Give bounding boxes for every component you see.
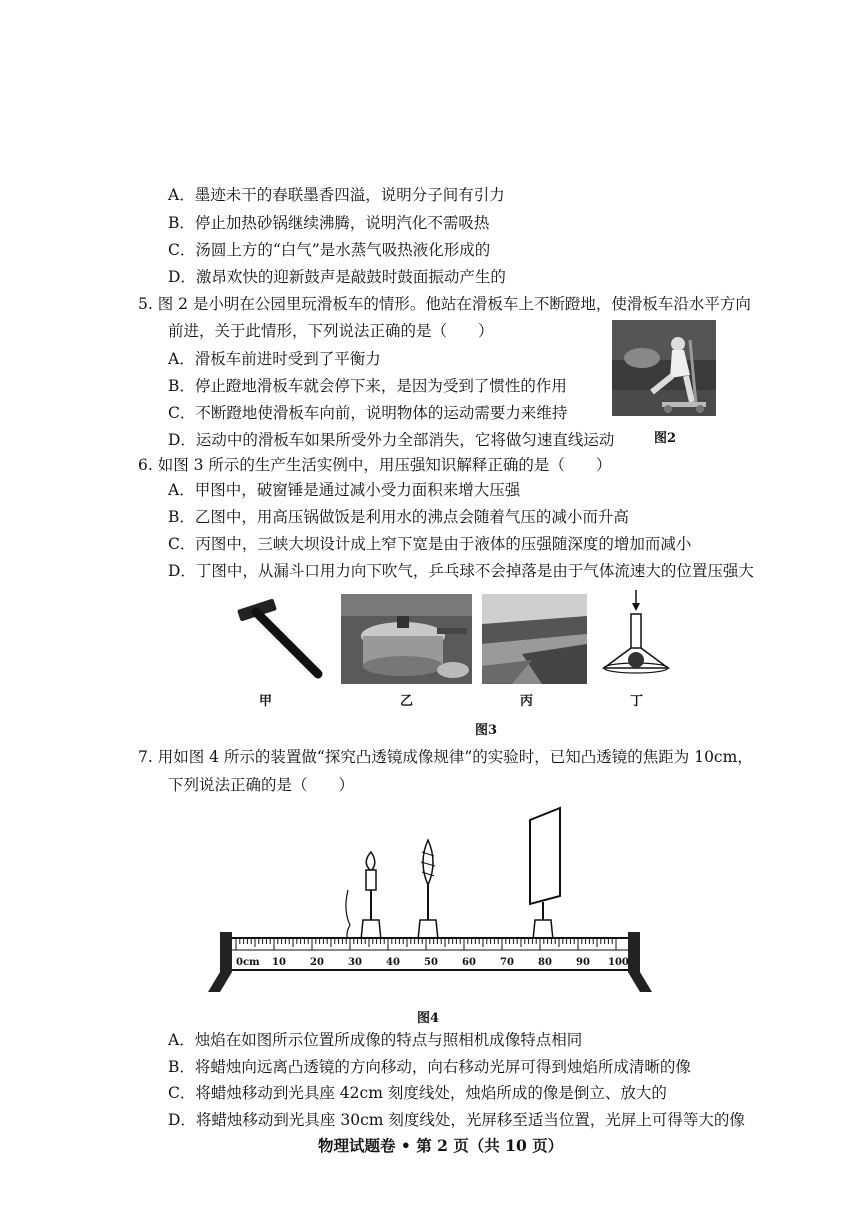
q4-option-c: C．汤圆上方的“白气”是水蒸气吸热液化形成的 [168,241,491,259]
figure-3-label-ding: 丁 [630,694,644,709]
scooter-photo [612,320,716,416]
ruler-label-80: 80 [538,957,552,968]
ruler-label-100: 100 [608,957,629,968]
figure-2-caption: 图2 [654,431,677,446]
q5-option-a: A．滑板车前进时受到了平衡力 [168,350,381,368]
q4-option-a: A．墨迹未干的春联墨香四溢，说明分子间有引力 [168,186,505,204]
pressure-cooker-photo [341,594,472,684]
q6-option-d: D．丁图中，从漏斗口用力向下吹气，乒乓球不会掉落是由于气体流速大的位置压强大 [168,562,754,580]
ruler-label-10: 10 [272,957,286,968]
ruler-label-70: 70 [500,957,514,968]
ruler-label-60: 60 [462,957,476,968]
safety-hammer-figure [232,596,332,686]
q5-option-b: B．停止蹬地滑板车就会停下来，是因为受到了惯性的作用 [168,377,567,395]
q6-option-b: B．乙图中，用高压锅做饭是利用水的沸点会随着气压的减小而升高 [168,508,629,526]
q6-option-a: A．甲图中，破窗锤是通过减小受力面积来增大压强 [168,481,521,499]
ruler-label-0: 0cm [236,957,260,968]
q6-option-c: C．丙图中，三峡大坝设计成上窄下宽是由于液体的压强随深度的增加而减小 [168,535,692,553]
ruler-label-40: 40 [386,957,400,968]
ruler-label-30: 30 [348,957,362,968]
q4-option-d: D．激昂欢快的迎新鼓声是敲鼓时鼓面振动产生的 [168,268,506,286]
q7-stem-line2: 下列说法正确的是（ ） [168,776,355,794]
ruler-label-50: 50 [424,957,438,968]
q6-stem: 6. 如图 3 所示的生产生活实例中，用压强知识解释正确的是（ ） [138,456,612,474]
ruler-label-20: 20 [310,957,324,968]
q5-stem-line1: 5. 图 2 是小明在公园里玩滑板车的情形。他站在滑板车上不断蹬地，使滑板车沿水平方向 [138,295,751,313]
q7-option-a: A．烛焰在如图所示位置所成像的特点与照相机成像特点相同 [168,1031,583,1049]
q7-option-b: B．将蜡烛向远离凸透镜的方向移动，向右移动光屏可得到烛焰所成清晰的像 [168,1058,691,1076]
optical-bench-figure [200,800,660,995]
funnel-figure [598,590,678,685]
q5-option-d: D．运动中的滑板车如果所受外力全部消失，它将做匀速直线运动 [168,431,615,449]
dam-photo [482,594,587,684]
figure-3-label-jia: 甲 [259,694,273,709]
ruler-label-90: 90 [576,957,590,968]
figure-3-label-bing: 丙 [520,694,534,709]
q4-option-b: B．停止加热砂锅继续沸腾，说明汽化不需吸热 [168,214,490,232]
page-footer: 物理试题卷 • 第 2 页（共 10 页） [318,1136,564,1155]
q5-stem-line2: 前进，关于此情形，下列说法正确的是（ ） [168,322,494,340]
figure-4-caption: 图4 [417,1011,440,1026]
q7-option-d: D．将蜡烛移动到光具座 30cm 刻度线处，光屏移至适当位置，光屏上可得等大的像 [168,1111,745,1129]
q7-option-c: C．将蜡烛移动到光具座 42cm 刻度线处，烛焰所成的像是倒立、放大的 [168,1084,667,1102]
q7-stem-line1: 7. 用如图 4 所示的装置做“探究凸透镜成像规律”的实验时，已知凸透镜的焦距为 10cm， [138,748,753,766]
figure-3-caption: 图3 [475,723,498,738]
figure-3-label-yi: 乙 [400,694,414,709]
q5-option-c: C．不断蹬地使滑板车向前，说明物体的运动需要力来维持 [168,404,568,422]
